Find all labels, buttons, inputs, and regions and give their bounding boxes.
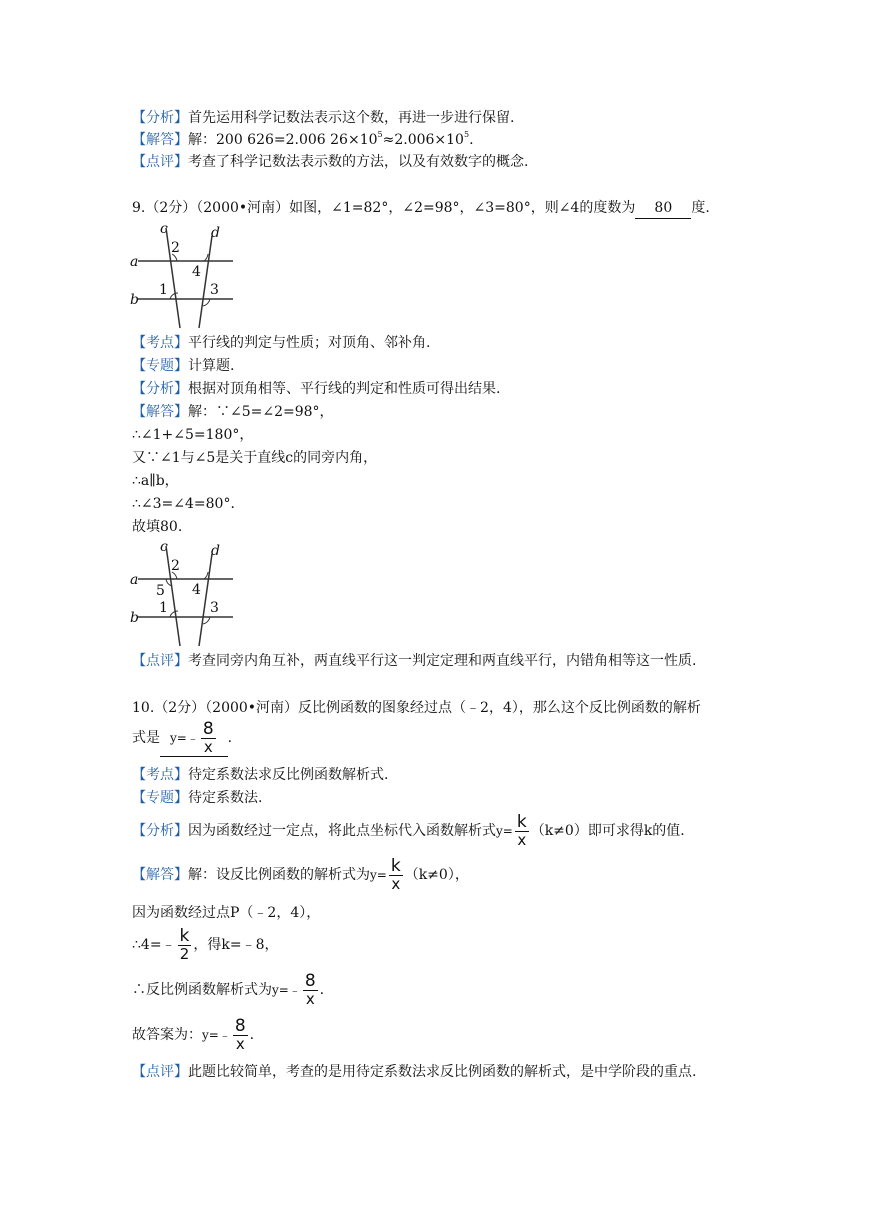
q9-solution-5: ∴∠3=∠4=80°．: [132, 496, 245, 512]
q10-l3-b: ，得k=﹣8，: [193, 937, 279, 953]
q9-stem-a: 9.（2分）（2000•河南）如图，∠1=82°，∠2=98°，∠3=80°，则∠4的度数为: [132, 200, 636, 216]
q9-answer-blank: 80: [635, 198, 691, 219]
label-b: b: [130, 292, 139, 308]
q10-l3-fraction: [178, 925, 192, 963]
q10-topic-line: [132, 788, 262, 808]
q10-stem-line-1: 10.（2分）（2000•河南）反比例函数的图象经过点（﹣2，4），那么这个反比例函数的解析: [132, 700, 701, 716]
q9-solution-3: 又∵∠1与∠5是关于直线c的同旁内角，: [132, 450, 378, 466]
fraction-numerator: 8: [202, 718, 214, 739]
q8-comment-text: 考查了科学记数法表示数的方法，以及有效数字的概念.: [188, 154, 529, 170]
label-c: c: [160, 540, 168, 555]
topic-tag: 【专题】: [132, 790, 188, 806]
fraction-denominator: x: [235, 1034, 245, 1053]
label-a: a: [130, 572, 139, 588]
analysis-tag: 【分析】: [132, 110, 188, 126]
fraction-numerator: k: [390, 855, 401, 876]
solution-tag: 【解答】: [132, 132, 188, 148]
q10-l4-a: ∴反比例函数解析式为: [132, 982, 272, 998]
label-angle-4: 4: [192, 264, 201, 280]
analysis-tag: 【分析】: [132, 823, 188, 839]
label-angle-1: 1: [159, 600, 168, 616]
q10-solution-line-3: [132, 926, 279, 964]
q10-l5-a: 故答案为：: [132, 1027, 202, 1043]
q10-topic-text: 待定系数法.: [188, 790, 263, 806]
q8-solution-c: .: [469, 132, 474, 148]
comment-tag: 【点评】: [132, 154, 188, 170]
label-angle-1: 1: [159, 282, 168, 298]
q10-answer-prefix: y=﹣: [170, 731, 199, 745]
q8-analysis-text: 首先运用科学记数法表示这个数，再进一步进行保留.: [188, 110, 515, 126]
q10-l5-b: .: [249, 1027, 255, 1043]
solution-tag: 【解答】: [132, 404, 188, 420]
q10-solution-line: [132, 856, 469, 894]
q10-stem-2a: 式是: [132, 730, 160, 746]
q8-solution-b: ≈2.006×10: [382, 132, 464, 148]
q9-solution-2: ∴∠1+∠5=180°，: [132, 427, 254, 443]
label-angle-5: 5: [156, 583, 165, 599]
angle-4-arc: [204, 572, 208, 579]
q10-comment-text: 此题比较简单，考查的是用待定系数法求反比例函数的解析式，是中学阶段的重点.: [188, 1064, 697, 1080]
q10-analysis-fraction: [515, 811, 529, 849]
q10-analysis-a: 因为函数经过一定点，将此点坐标代入函数解析式: [188, 823, 496, 839]
q10-answer-fraction: [201, 718, 216, 756]
label-d: d: [211, 225, 220, 241]
fraction-numerator: 8: [234, 1015, 246, 1036]
label-angle-3: 3: [210, 600, 219, 616]
q9-figure-1: [128, 222, 248, 330]
q8-analysis-line: [132, 108, 514, 128]
q10-l3-a: ∴4=﹣: [132, 937, 176, 953]
q9-comment-line: [132, 651, 696, 671]
q10-analysis-y: y=: [496, 824, 513, 838]
q9-topic-text: 计算题.: [188, 358, 235, 374]
label-b: b: [130, 610, 139, 626]
q9-figure-2: [128, 540, 248, 648]
label-angle-2: 2: [171, 558, 180, 574]
angle-3-arc: [203, 617, 210, 624]
point-tag: 【考点】: [132, 767, 188, 783]
topic-tag: 【专题】: [132, 358, 188, 374]
q9-point-text: 平行线的判定与性质；对顶角、邻补角.: [188, 335, 431, 351]
q10-stem-2b: .: [227, 730, 233, 746]
q10-l5-y: y=﹣: [202, 1028, 231, 1042]
comment-tag: 【点评】: [132, 1064, 188, 1080]
q10-solution-a: 解：设反比例函数的解析式为: [188, 867, 370, 883]
fraction-numerator: k: [516, 811, 527, 832]
fraction-denominator: x: [391, 874, 401, 893]
label-a: a: [130, 254, 139, 270]
fraction-numerator: k: [179, 925, 190, 946]
q9-solution-4: ∴a∥b，: [132, 473, 179, 489]
fraction-denominator: x: [517, 830, 527, 849]
q9-analysis-text: 根据对顶角相等、平行线的判定和性质可得出结果.: [188, 381, 501, 397]
comment-tag: 【点评】: [132, 653, 188, 669]
q10-analysis-line: [132, 812, 685, 850]
q10-solution-line-4: [132, 971, 324, 1009]
label-angle-2: 2: [171, 240, 180, 256]
q10-point-line: [132, 765, 388, 785]
q10-solution-y: y=: [370, 868, 387, 882]
q10-l4-y: y=﹣: [272, 983, 301, 997]
angle-4-arc: [204, 254, 208, 261]
label-d: d: [211, 543, 220, 559]
q8-comment-line: [132, 152, 528, 172]
analysis-tag: 【分析】: [132, 381, 188, 397]
angle-3-arc: [203, 299, 210, 306]
fraction-denominator: x: [305, 989, 315, 1008]
point-tag: 【考点】: [132, 335, 188, 351]
q8-solution-a: 解：200 626=2.006 26×10: [188, 132, 378, 148]
q9-stem-b: 度.: [691, 200, 710, 216]
label-c: c: [160, 222, 168, 237]
q10-comment-line: [132, 1062, 696, 1082]
q9-solution-line: [132, 402, 334, 422]
q10-solution-b: （k≠0），: [404, 867, 469, 883]
fraction-numerator: 8: [304, 970, 316, 991]
angle-1-arc: [170, 293, 178, 299]
q10-l4-fraction: [303, 970, 318, 1008]
q8-solution-line: [132, 130, 474, 150]
label-angle-3: 3: [210, 282, 219, 298]
q10-point-text: 待定系数法求反比例函数解析式.: [188, 767, 389, 783]
angle-1-arc: [170, 611, 178, 617]
q10-solution-line-5: [132, 1016, 254, 1054]
q8-exponent-1: 5: [377, 130, 383, 139]
q9-solution-6: 故填80.: [132, 519, 183, 535]
fraction-denominator: 2: [179, 944, 190, 963]
solution-tag: 【解答】: [132, 867, 188, 883]
fraction-denominator: x: [203, 737, 213, 756]
q9-comment-text: 考查同旁内角互补，两直线平行这一判定定理和两直线平行，内错角相等这一性质.: [188, 653, 697, 669]
q9-topic-line: [132, 356, 234, 376]
q10-solution-fraction: [389, 855, 403, 893]
q10-solution-line-2: 因为函数经过点P（﹣2，4），: [132, 905, 321, 921]
q10-l5-fraction: [233, 1015, 248, 1053]
q9-solution-1: 解：∵∠5=∠2=98°，: [188, 404, 334, 420]
q10-analysis-b: （k≠0）即可求得k的值.: [530, 823, 685, 839]
q9-analysis-line: [132, 379, 500, 399]
label-angle-4: 4: [192, 582, 201, 598]
q10-stem-line-2: [132, 720, 232, 757]
q9-point-line: [132, 333, 430, 353]
q10-answer-blank: [160, 720, 228, 757]
q8-exponent-2: 5: [463, 130, 470, 139]
q10-l4-b: .: [319, 982, 325, 998]
q9-stem: [132, 198, 710, 219]
